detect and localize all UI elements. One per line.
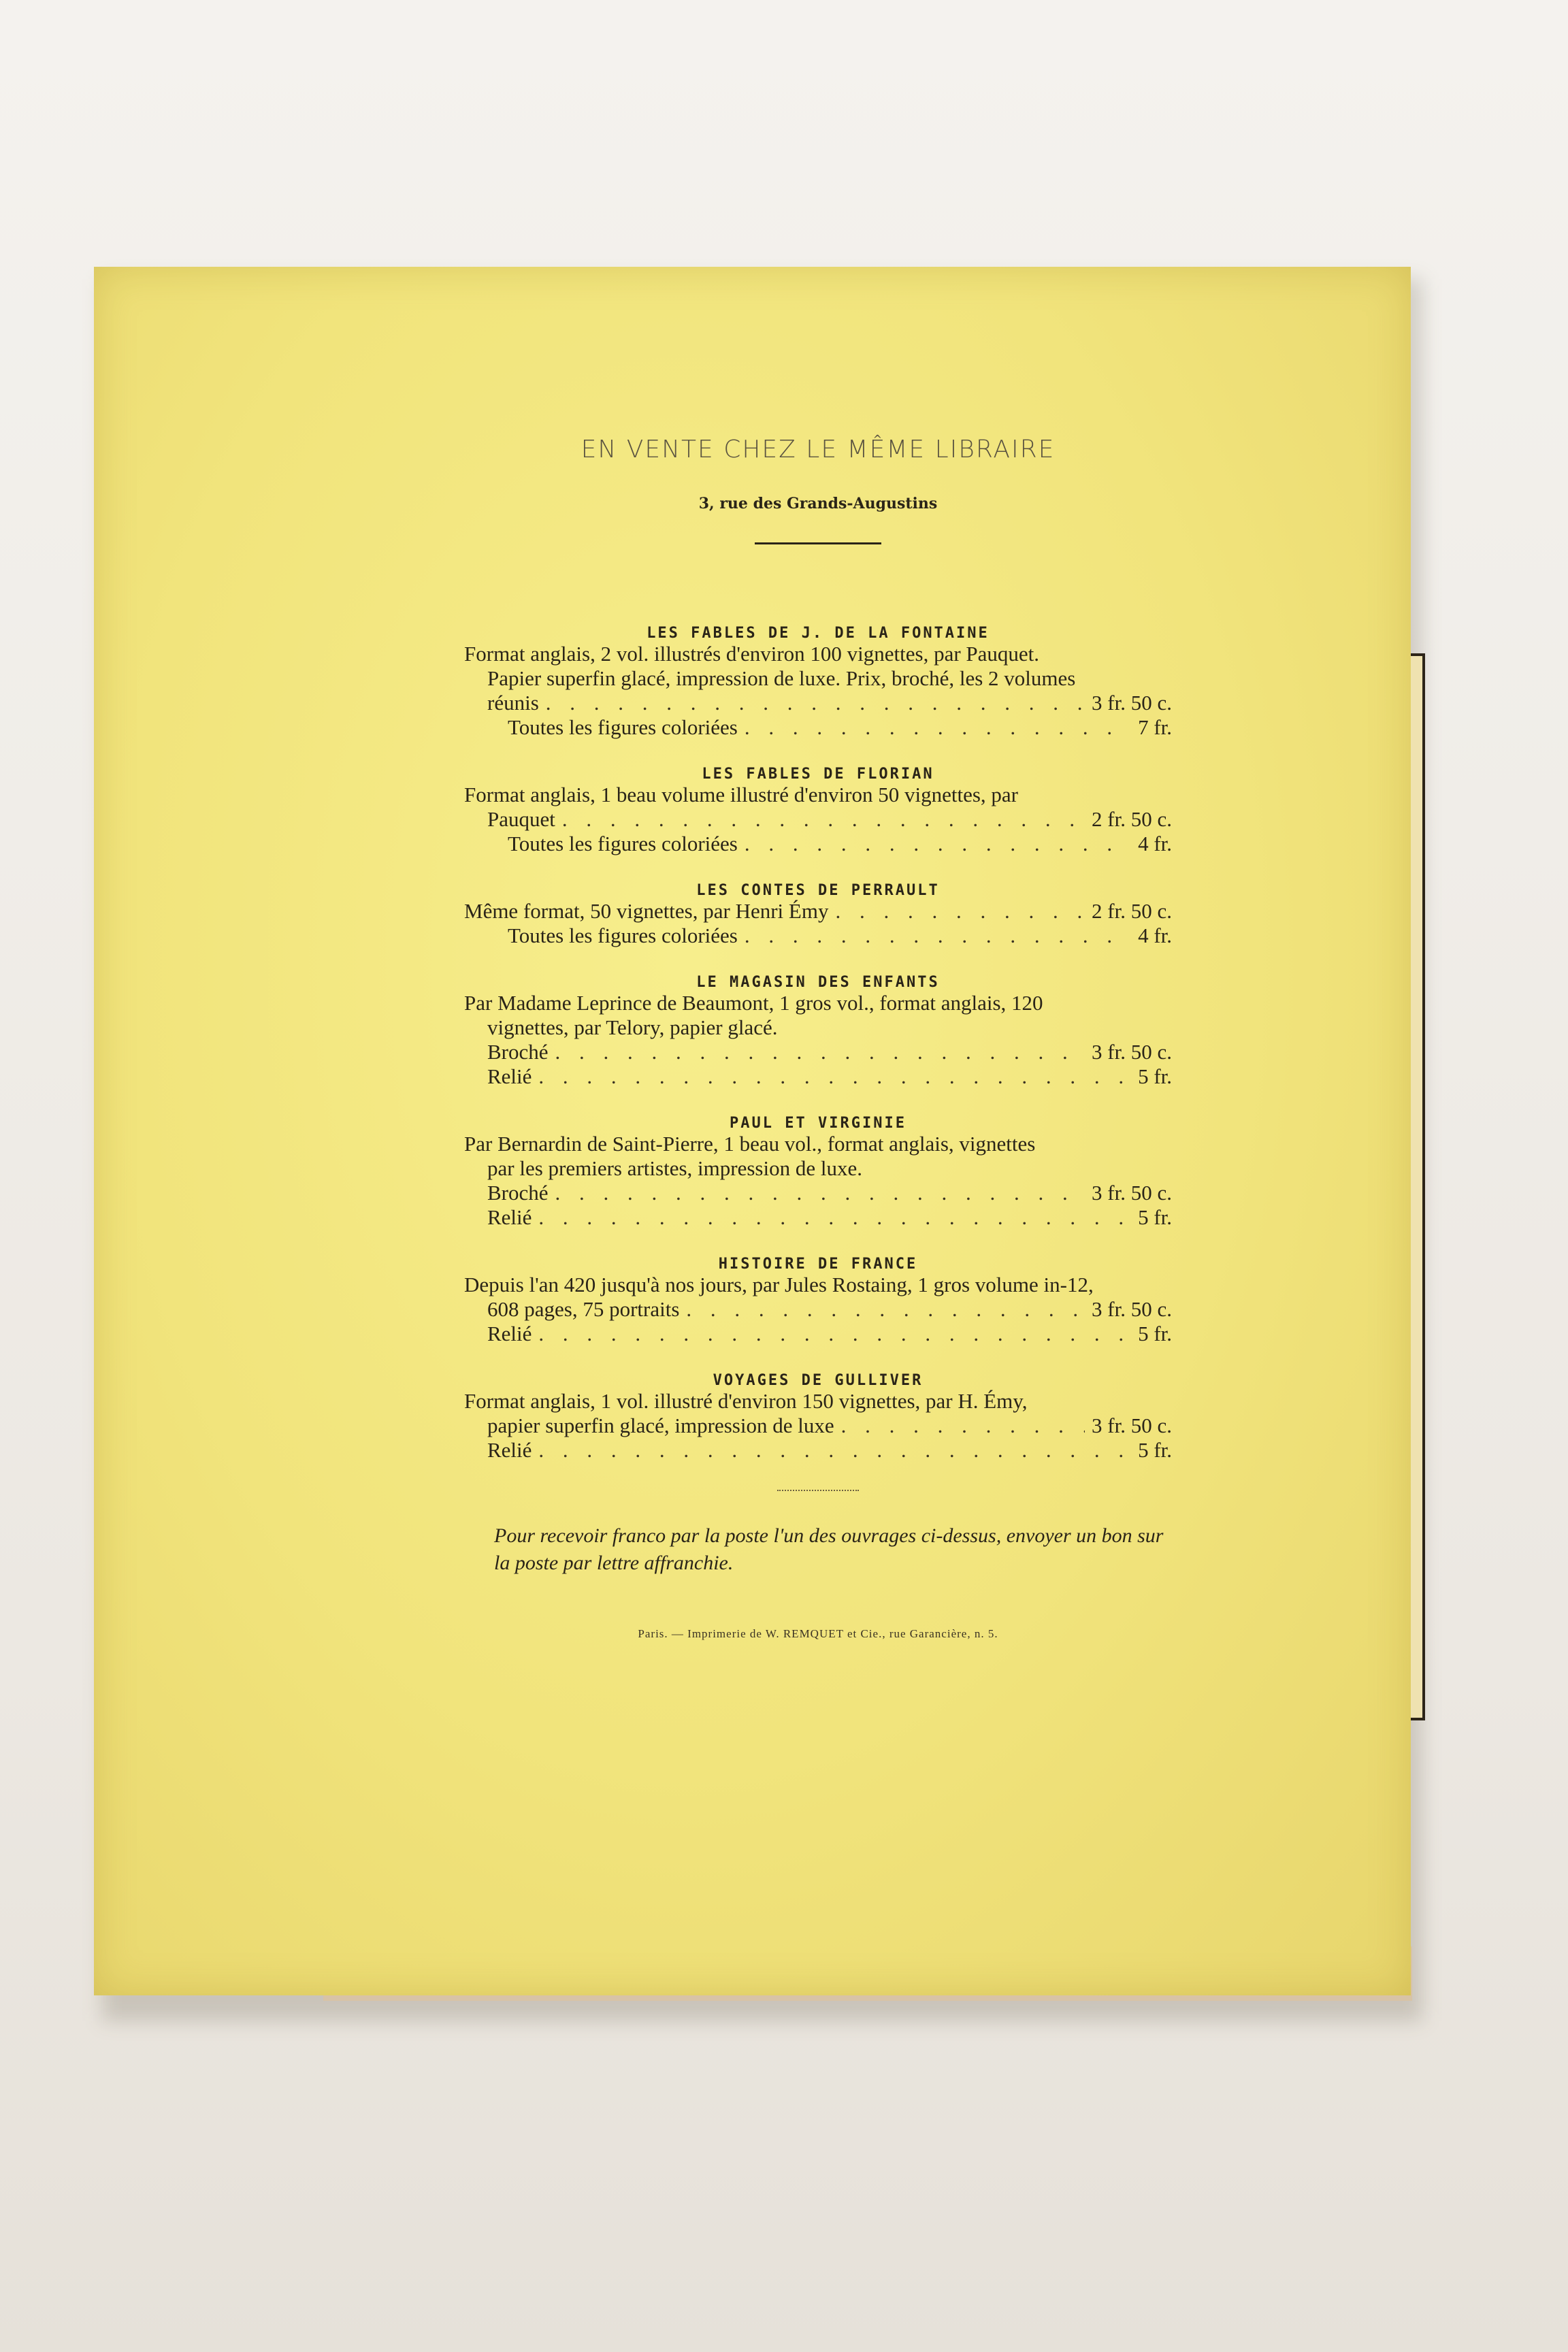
- description-text: Format anglais, 1 beau volume illustré d'environ 50 vignettes, par: [464, 783, 1018, 806]
- dot-leader: [562, 807, 1085, 832]
- book-description-line: [464, 1389, 1172, 1414]
- price-label: Relié: [487, 1064, 532, 1088]
- catalogue-heading: EN VENTE CHEZ LE MÊME LIBRAIRE: [581, 436, 1056, 463]
- price-label: réunis: [487, 691, 539, 715]
- description-text: Format anglais, 1 vol. illustré d'environ 150 vignettes, par H. Émy,: [464, 1389, 1028, 1413]
- price-row: [464, 1205, 1172, 1230]
- book-entry: [464, 766, 1172, 856]
- book-description-line: [464, 991, 1172, 1015]
- price-row: [464, 807, 1172, 832]
- printer-imprint: Paris. — Imprimerie de W. REMQUET et Cie., rue Garancière, n. 5.: [638, 1627, 998, 1640]
- catalogue-content: [464, 436, 1172, 1641]
- book-entry: [464, 974, 1172, 1089]
- price-label: Relié: [487, 1205, 532, 1229]
- description-text: Depuis l'an 420 jusqu'à nos jours, par Jules Rostaing, 1 gros volume in-12,: [464, 1273, 1094, 1296]
- description-text: Papier superfin glacé, impression de luxe. Prix, broché, les 2 volumes: [487, 666, 1076, 690]
- book-entry: [464, 1372, 1172, 1463]
- price-value: 5 fr.: [1138, 1322, 1172, 1345]
- price-row: [464, 1040, 1172, 1064]
- publisher-address: 3, rue des Grands-Augustins: [698, 495, 938, 512]
- dot-leader: [745, 832, 1131, 856]
- price-row: [464, 1438, 1172, 1463]
- price-value: 2 fr. 50 c.: [1092, 899, 1172, 923]
- description-text: vignettes, par Telory, papier glacé.: [487, 1015, 778, 1039]
- price-label: Relié: [487, 1438, 532, 1462]
- price-value: 3 fr. 50 c.: [1092, 1040, 1172, 1064]
- price-label: papier superfin glacé, impression de luxe: [487, 1414, 834, 1437]
- price-label: Toutes les figures coloriées: [508, 924, 738, 947]
- price-row: [464, 832, 1172, 856]
- price-label: Toutes les figures coloriées: [508, 832, 738, 855]
- dot-leader: [555, 1040, 1085, 1064]
- book-entry: [464, 1115, 1172, 1230]
- dot-leader: [546, 691, 1085, 715]
- description-text: par les premiers artistes, impression de luxe.: [487, 1156, 862, 1180]
- dot-leader: [686, 1297, 1085, 1322]
- price-row: [464, 691, 1172, 715]
- dot-leader: [538, 1064, 1131, 1089]
- price-row: [464, 924, 1172, 948]
- book-title: HISTOIRE DE FRANCE: [718, 1256, 918, 1273]
- book-description-line: [464, 642, 1172, 666]
- price-value: 5 fr.: [1138, 1205, 1172, 1229]
- dot-leader: [538, 1438, 1131, 1463]
- ordering-note: Pour recevoir franco par la poste l'un des ouvrages ci-dessus, envoyer un bon sur la poste par lettre affranchie.: [494, 1524, 1164, 1574]
- price-row: [464, 715, 1172, 740]
- price-value: 5 fr.: [1138, 1438, 1172, 1462]
- dot-leader: [538, 1205, 1131, 1230]
- price-label: Broché: [487, 1181, 549, 1205]
- price-value: 5 fr.: [1138, 1064, 1172, 1088]
- book-description-line: [464, 1132, 1172, 1156]
- book-list: [464, 625, 1172, 1463]
- book-title: LES CONTES DE PERRAULT: [696, 882, 940, 899]
- price-value: 4 fr.: [1138, 924, 1172, 947]
- header-rule: [755, 542, 881, 544]
- description-text: Par Madame Leprince de Beaumont, 1 gros vol., format anglais, 120: [464, 991, 1043, 1015]
- dot-leader: [745, 715, 1131, 740]
- price-value: 3 fr. 50 c.: [1092, 1414, 1172, 1437]
- price-value: 2 fr. 50 c.: [1092, 807, 1172, 831]
- price-row: [464, 899, 1172, 924]
- book-title: LE MAGASIN DES ENFANTS: [696, 974, 940, 991]
- price-label: Relié: [487, 1322, 532, 1345]
- dot-leader: [555, 1181, 1085, 1205]
- section-divider: [777, 1490, 859, 1491]
- price-label: Broché: [487, 1040, 549, 1064]
- book-title: LES FABLES DE J. DE LA FONTAINE: [647, 625, 990, 642]
- price-row: [464, 1322, 1172, 1346]
- dot-leader: [538, 1322, 1131, 1346]
- book-title: PAUL ET VIRGINIE: [730, 1115, 906, 1132]
- book-title: LES FABLES DE FLORIAN: [702, 766, 934, 783]
- price-row: [464, 1064, 1172, 1089]
- description-text: Format anglais, 2 vol. illustrés d'environ 100 vignettes, par Pauquet.: [464, 642, 1040, 666]
- price-row: [464, 1181, 1172, 1205]
- book-title: VOYAGES DE GULLIVER: [713, 1372, 924, 1389]
- price-label: Toutes les figures coloriées: [508, 715, 738, 739]
- price-row: [464, 1297, 1172, 1322]
- price-value: 3 fr. 50 c.: [1092, 1297, 1172, 1321]
- description-text: Par Bernardin de Saint-Pierre, 1 beau vol., format anglais, vignettes: [464, 1132, 1036, 1156]
- price-value: 3 fr. 50 c.: [1092, 691, 1172, 715]
- book-entry: [464, 1256, 1172, 1346]
- dot-leader: [745, 924, 1131, 948]
- book-description-line: [464, 783, 1172, 807]
- book-entry: [464, 882, 1172, 948]
- book-description-line: [464, 1273, 1172, 1297]
- book-description-line: [464, 1156, 1172, 1181]
- price-value: 3 fr. 50 c.: [1092, 1181, 1172, 1205]
- price-label: 608 pages, 75 portraits: [487, 1297, 680, 1321]
- price-row: [464, 1414, 1172, 1438]
- dot-leader: [835, 899, 1085, 924]
- book-entry: [464, 625, 1172, 740]
- book-description-line: [464, 1015, 1172, 1040]
- dot-leader: [841, 1414, 1085, 1438]
- price-label: Pauquet: [487, 807, 555, 831]
- book-description-line: [464, 666, 1172, 691]
- price-value: 7 fr.: [1138, 715, 1172, 739]
- price-label: Même format, 50 vignettes, par Henri Émy: [464, 899, 829, 923]
- price-value: 4 fr.: [1138, 832, 1172, 855]
